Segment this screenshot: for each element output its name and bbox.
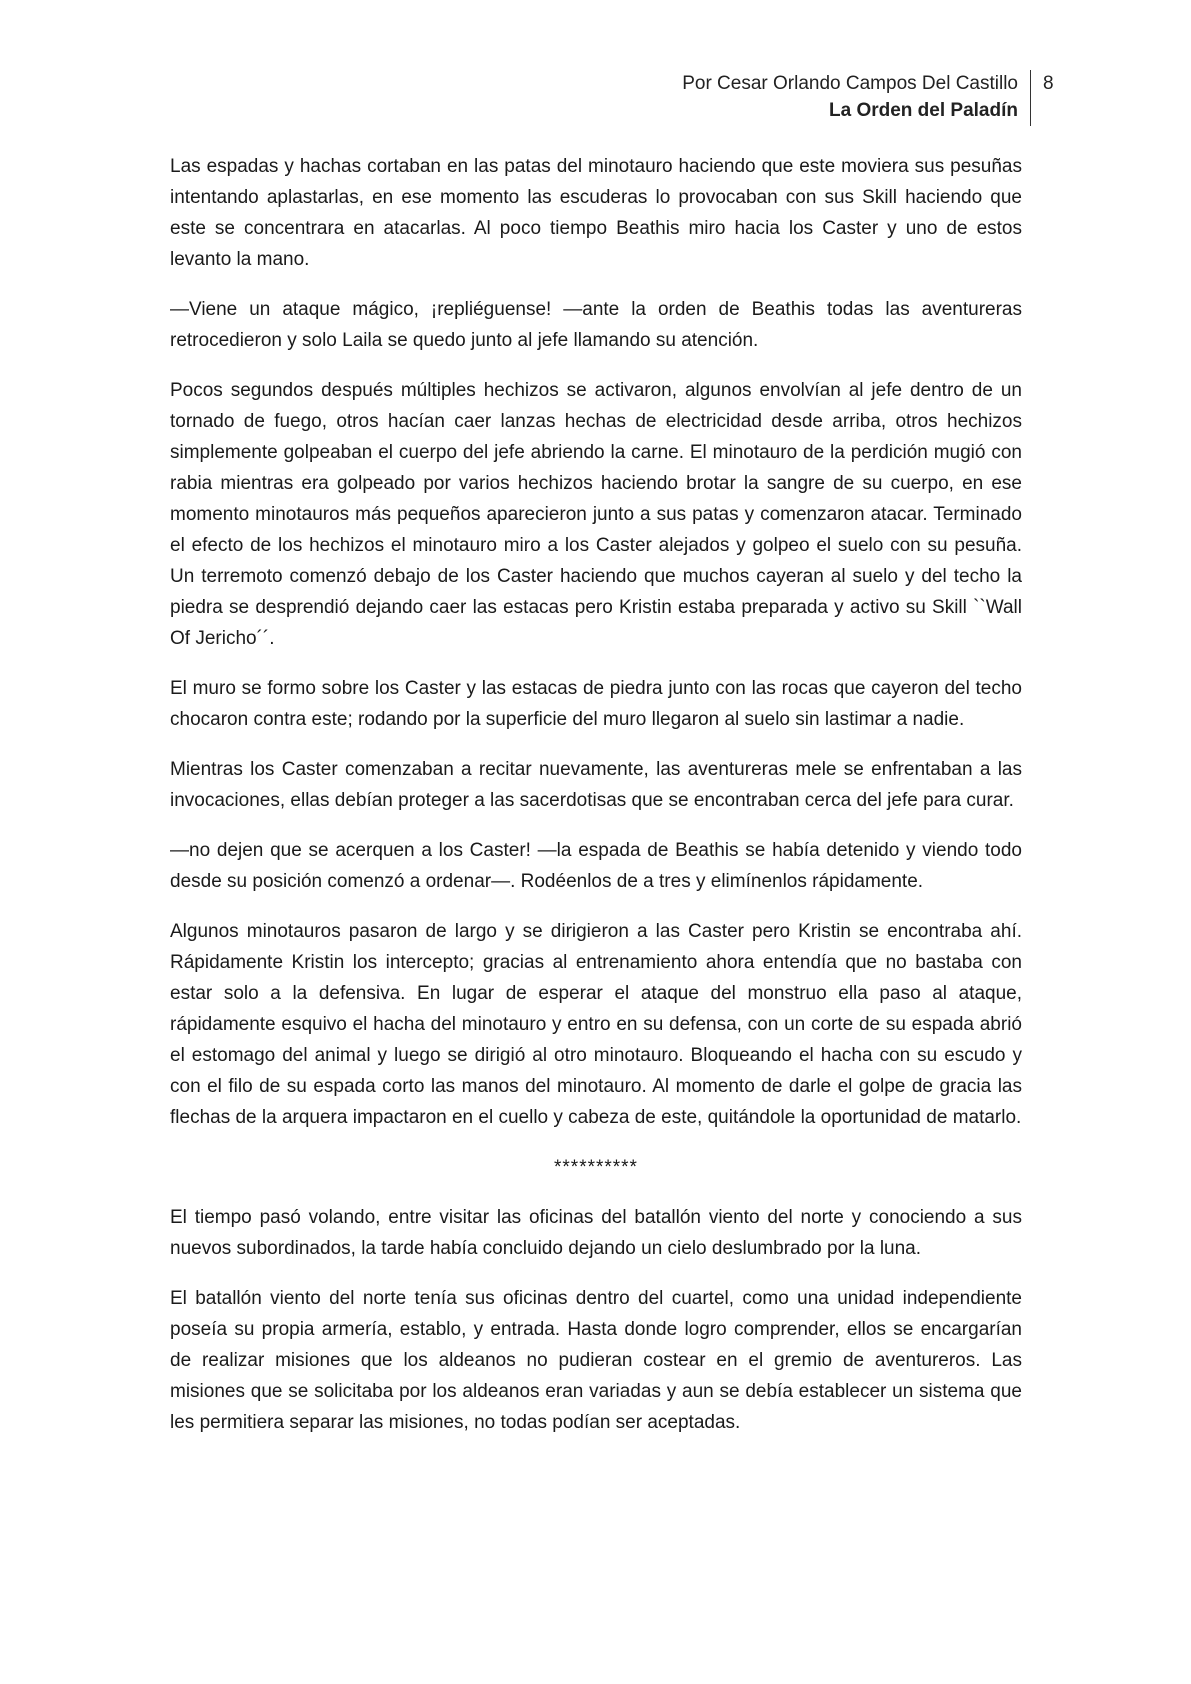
paragraph: Las espadas y hachas cortaban en las patas del minotauro haciendo que este moviera sus pesuñas intentando aplastarlas, en ese momento las escuderas lo provocaban con sus Skill haciendo que este se concentrara en atacarlas. Al poco tiempo Beathis miro hacia los Caster y uno de estos levanto la mano. (170, 156, 1022, 270)
page-body (170, 151, 1022, 1457)
scene-separator: ********** (554, 1157, 638, 1178)
paragraph: Pocos segundos después múltiples hechizos se activaron, algunos envolvían al jefe dentro de un tornado de fuego, otros hacían caer lanzas hechas de electricidad desde arriba, otros hechizos simplemente golpeaban el cuerpo del jefe abriendo la carne. El minotauro de la perdición mugió con rabia mientras era golpeado por varios hechizos haciendo brotar la sangre de su cuerpo, en ese momento minotauros más pequeños aparecieron junto a sus patas y comenzaron atacar. Terminado el efecto de los hechizos el minotauro miro a los Caster alejados y golpeo el suelo con su pesuña. Un terremoto comenzó debajo de los Caster haciendo que muchos cayeran al suelo y del techo la piedra se desprendió dejando caer las estacas pero Kristin estaba preparada y activo su Skill ``Wall Of Jericho´´. (170, 380, 1022, 649)
paragraph: —Viene un ataque mágico, ¡repliéguense! —ante la orden de Beathis todas las aventureras retrocedieron y solo Laila se quedo junto al jefe llamando su atención. (170, 299, 1022, 351)
page-number: 8 (1043, 73, 1054, 94)
paragraph: Mientras los Caster comenzaban a recitar nuevamente, las aventureras mele se enfrentaban a las invocaciones, ellas debían proteger a las sacerdotisas que se encontraban cerca del jefe para curar. (170, 759, 1022, 811)
paragraph: Algunos minotauros pasaron de largo y se dirigieron a las Caster pero Kristin se encontraba ahí. Rápidamente Kristin los intercepto; gracias al entrenamiento ahora entendía que no bastaba con estar solo a la defensiva. En lugar de esperar el ataque del monstruo ella paso al ataque, rápidamente esquivo el hacha del minotauro y entro en su defensa, con un corte de su espada abrió el estomago del animal y luego se dirigió al otro minotauro. Bloqueando el hacha con su escudo y con el filo de su espada corto las manos del minotauro. Al momento de darle el golpe de gracia las flechas de la arquera impactaron en el cuello y cabeza de este, quitándole la oportunidad de matarlo. (170, 921, 1022, 1128)
header-author: Por Cesar Orlando Campos Del Castillo (682, 73, 1018, 94)
paragraph: El tiempo pasó volando, entre visitar las oficinas del batallón viento del norte y conociendo a sus nuevos subordinados, la tarde había concluido dejando un cielo deslumbrado por la luna. (170, 1207, 1022, 1259)
paragraph: El batallón viento del norte tenía sus oficinas dentro del cuartel, como una unidad independiente poseía su propia armería, establo, y entrada. Hasta donde logro comprender, ellos se encargarían de realizar misiones que los aldeanos no pudieran costear en el gremio de aventureros. Las misiones que se solicitaba por los aldeanos eran variadas y aun se debía establecer un sistema que les permitiera separar las misiones, no todas podían ser aceptadas. (170, 1288, 1022, 1433)
paragraph: El muro se formo sobre los Caster y las estacas de piedra junto con las rocas que cayeron del techo chocaron contra este; rodando por la superficie del muro llegaron al suelo sin lastimar a nadie. (170, 678, 1022, 730)
header-book-title: La Orden del Paladín (829, 100, 1018, 121)
page-header (682, 70, 1031, 126)
paragraph: —no dejen que se acerquen a los Caster! —la espada de Beathis se había detenido y viendo todo desde su posición comenzó a ordenar—. Rodéenlos de a tres y elimínenlos rápidamente. (170, 840, 1022, 892)
